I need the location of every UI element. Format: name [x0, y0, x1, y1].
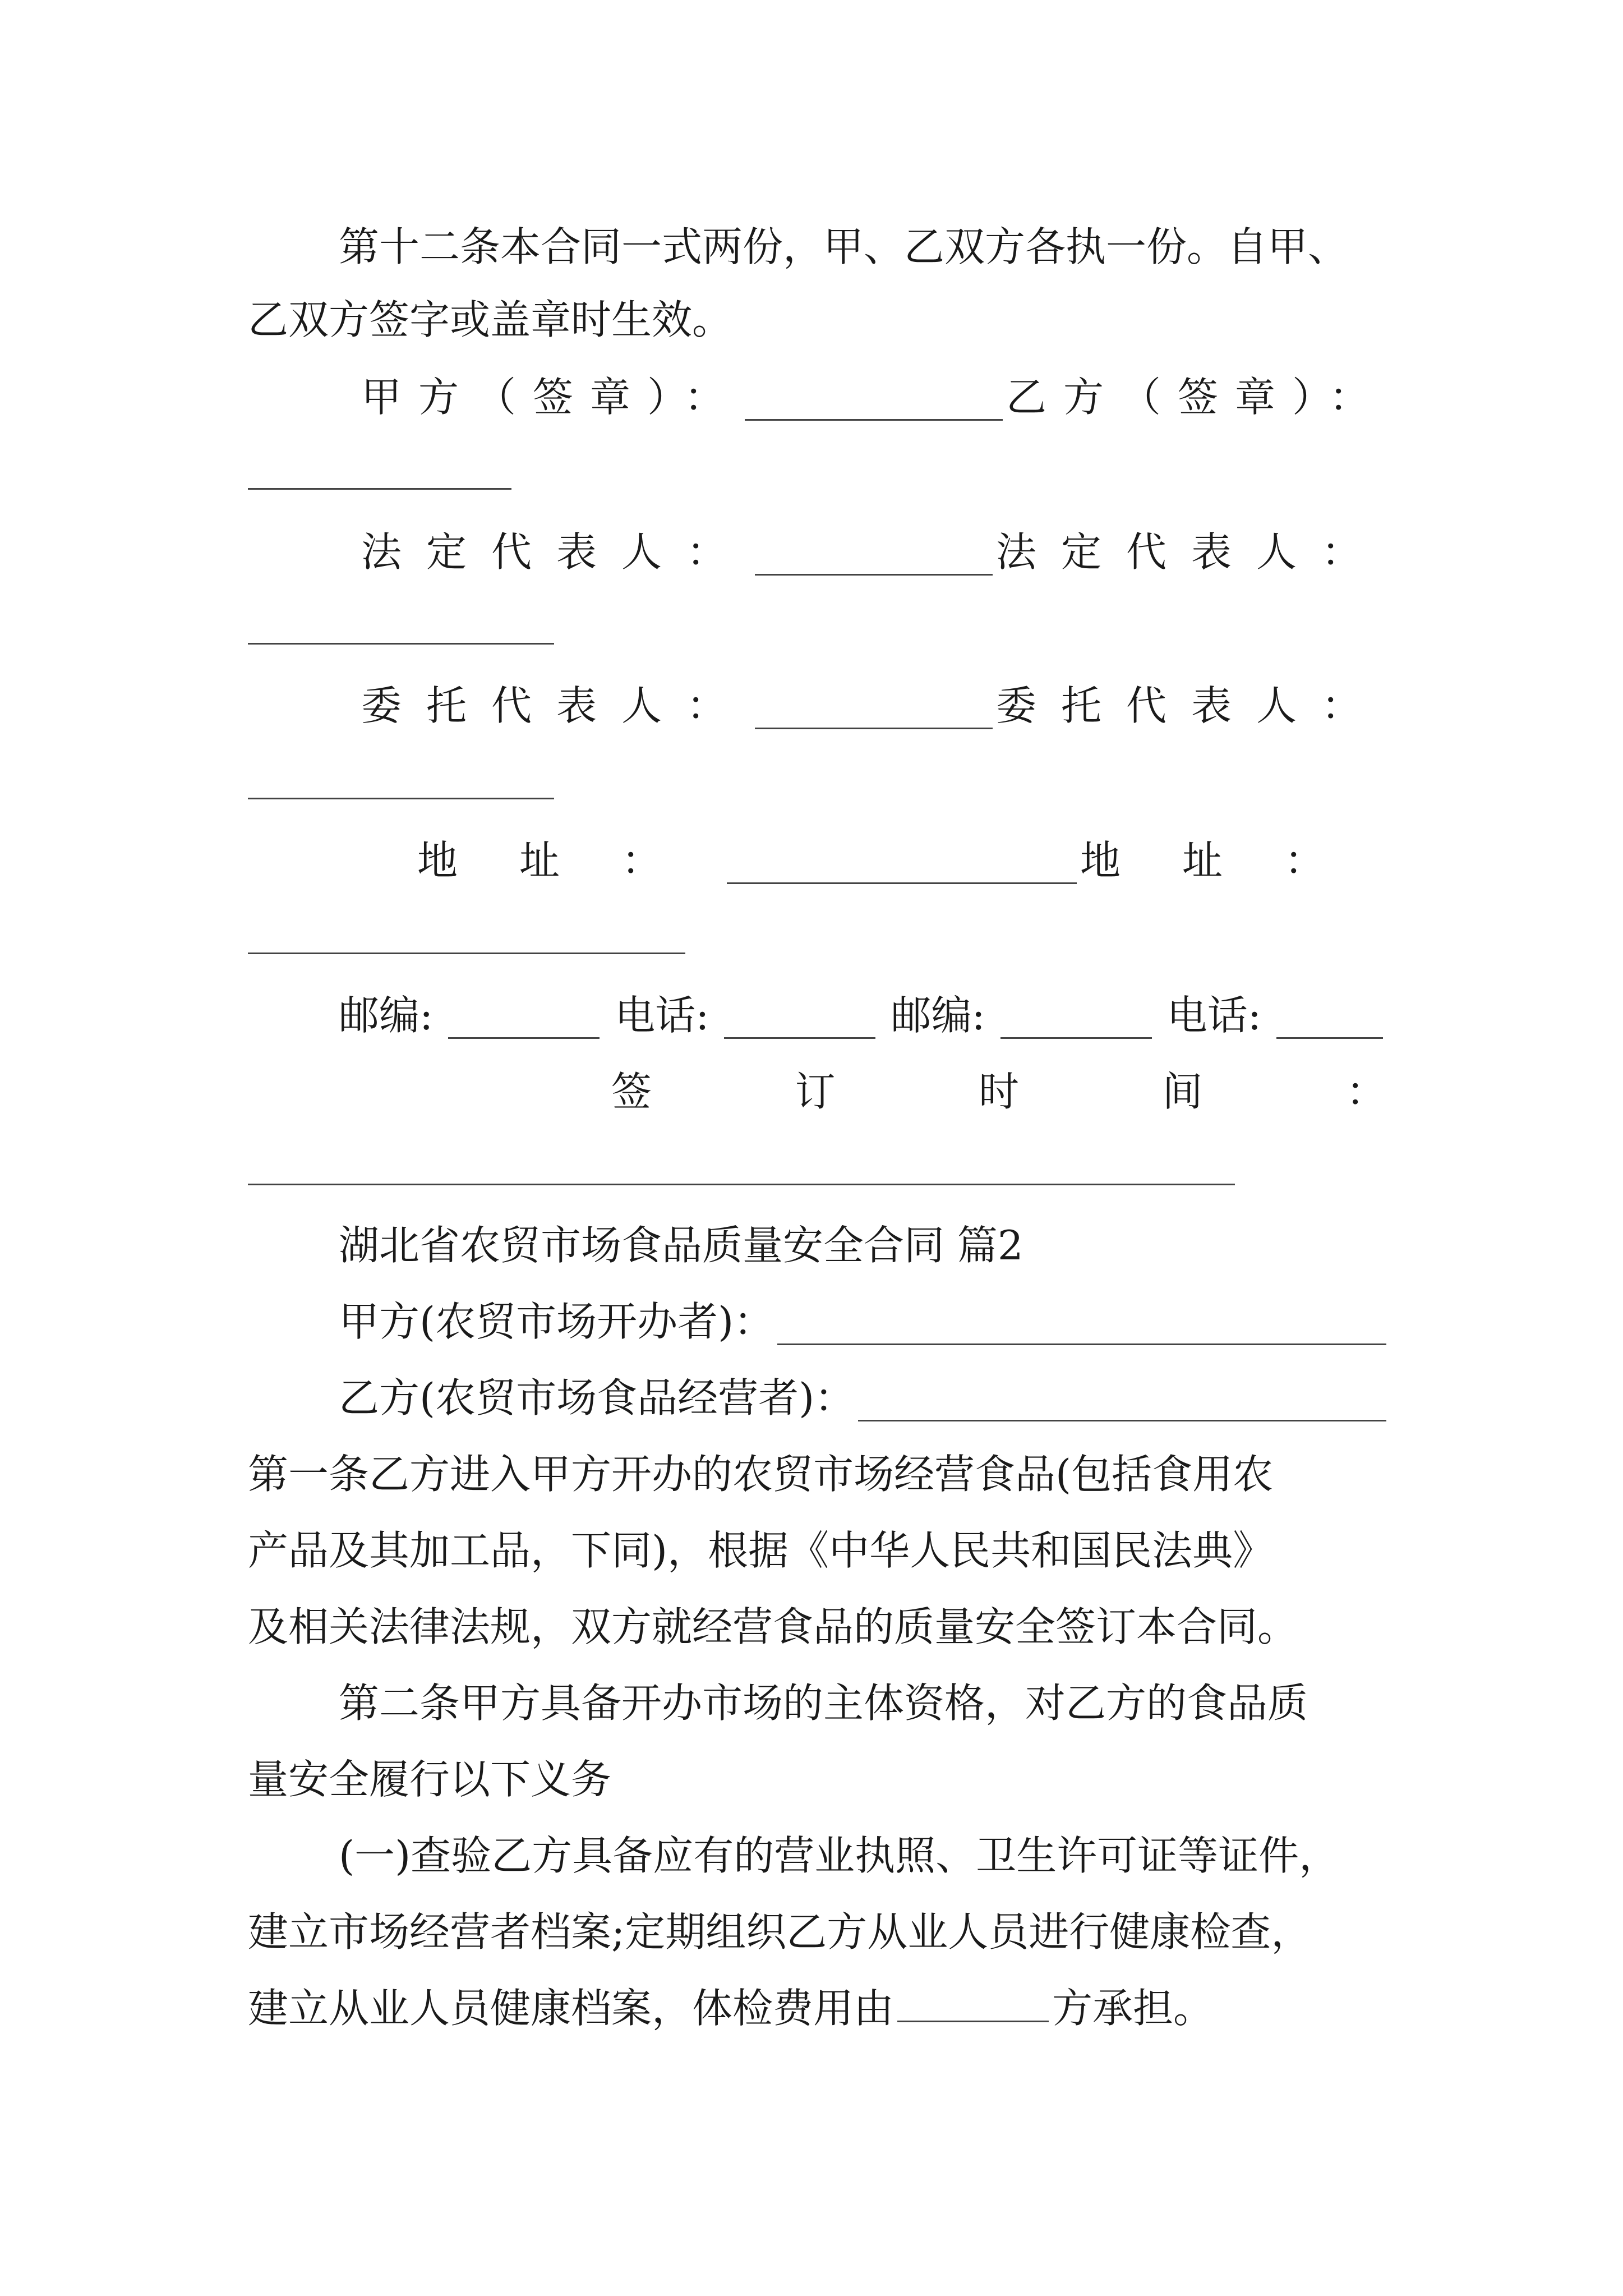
party-a-postcode-blank[interactable] [448, 992, 600, 1039]
party-b-seal-label: 乙方（签章）： [1006, 374, 1386, 421]
party-b-blank[interactable] [858, 1375, 1386, 1421]
party-a-address-blank[interactable] [727, 838, 1077, 884]
sign-date-row [611, 1058, 1386, 1125]
party-b-legal-rep-blank[interactable] [248, 643, 554, 645]
party-b-phone-blank[interactable] [1276, 992, 1383, 1039]
party-b-entrusted-rep-blank[interactable] [248, 798, 554, 799]
item-1-line-2: 建立市场经营者档案;定期组织乙方从业人员进行健康检查， [248, 1908, 1312, 1955]
item-1-line-1: (一)查验乙方具备应有的营业执照、卫生许可证等证件， [339, 1832, 1340, 1879]
party-a-entrusted-rep-label: 委托代表人： [361, 682, 752, 729]
party-b-postcode-label: 邮编: [891, 992, 985, 1039]
sign-date-char: 间 [1162, 1068, 1203, 1115]
postcode-phone-row [339, 982, 1386, 1049]
legal-rep-row [361, 518, 1386, 586]
article-1-line-1: 第一条乙方进入甲方开办的农贸市场经营食品(包括食用农 [248, 1451, 1274, 1498]
party-b-phone-label: 电话: [1166, 992, 1261, 1039]
party-b-entrusted-rep-label: 委托代表人： [995, 682, 1386, 729]
party-b-address-label: 地址： [1080, 837, 1386, 884]
item-1-line-3-end: 方承担。 [1052, 1985, 1214, 2032]
seal-row [361, 364, 1386, 431]
article-12-line-1: 第十二条本合同一式两份，甲、乙双方各执一份。自甲、 [339, 223, 1349, 270]
party-a-phone-label: 电话: [615, 992, 709, 1039]
party-a-address-label: 地址： [417, 837, 724, 884]
fee-bearer-blank[interactable] [897, 1976, 1049, 2022]
party-b-seal-blank[interactable] [248, 488, 511, 490]
article-1-line-3: 及相关法律法规，双方就经营食品的质量安全签订本合同。 [248, 1603, 1298, 1650]
party-b-address-blank[interactable] [248, 953, 685, 954]
party-a-entrusted-rep-blank[interactable] [755, 683, 993, 729]
party-a-legal-rep-label: 法定代表人： [361, 528, 752, 576]
party-a-seal-label: 甲方（签章）： [361, 374, 742, 421]
party-a-label: 甲方(农贸市场开办者)： [339, 1298, 774, 1345]
section-title: 湖北省农贸市场食品质量安全合同 篇2 [339, 1222, 1023, 1269]
sign-date-char: 签 [611, 1068, 652, 1115]
party-b-postcode-blank[interactable] [1000, 992, 1152, 1039]
article-12-line-2: 乙双方签字或盖章时生效。 [248, 296, 733, 343]
party-a-row [339, 1288, 1386, 1355]
sign-date-char: 时 [978, 1068, 1019, 1115]
sign-date-blank[interactable] [248, 1184, 1235, 1185]
party-a-seal-blank[interactable] [745, 374, 1003, 421]
sign-date-char: ： [1345, 1068, 1386, 1115]
article-2-line-2: 量安全履行以下义务 [248, 1756, 612, 1803]
party-b-legal-rep-label: 法定代表人： [995, 528, 1386, 576]
party-a-blank[interactable] [777, 1299, 1386, 1345]
item-1-line-3 [248, 1975, 1386, 2042]
party-a-legal-rep-blank[interactable] [755, 529, 993, 576]
entrusted-rep-row [361, 672, 1386, 739]
party-b-label: 乙方(农贸市场食品经营者)： [339, 1374, 855, 1421]
address-row [417, 827, 1386, 894]
item-1-line-3-start: 建立从业人员健康档案，体检费用由 [248, 1985, 895, 2032]
article-1-line-2: 产品及其加工品，下同)，根据《中华人民共和国民法典》 [248, 1527, 1274, 1574]
party-a-phone-blank[interactable] [724, 992, 875, 1039]
party-b-row [339, 1364, 1386, 1432]
sign-date-char: 订 [795, 1068, 836, 1115]
party-a-postcode-label: 邮编: [339, 992, 434, 1039]
article-2-line-1: 第二条甲方具备开办市场的主体资格，对乙方的食品质 [339, 1680, 1308, 1727]
